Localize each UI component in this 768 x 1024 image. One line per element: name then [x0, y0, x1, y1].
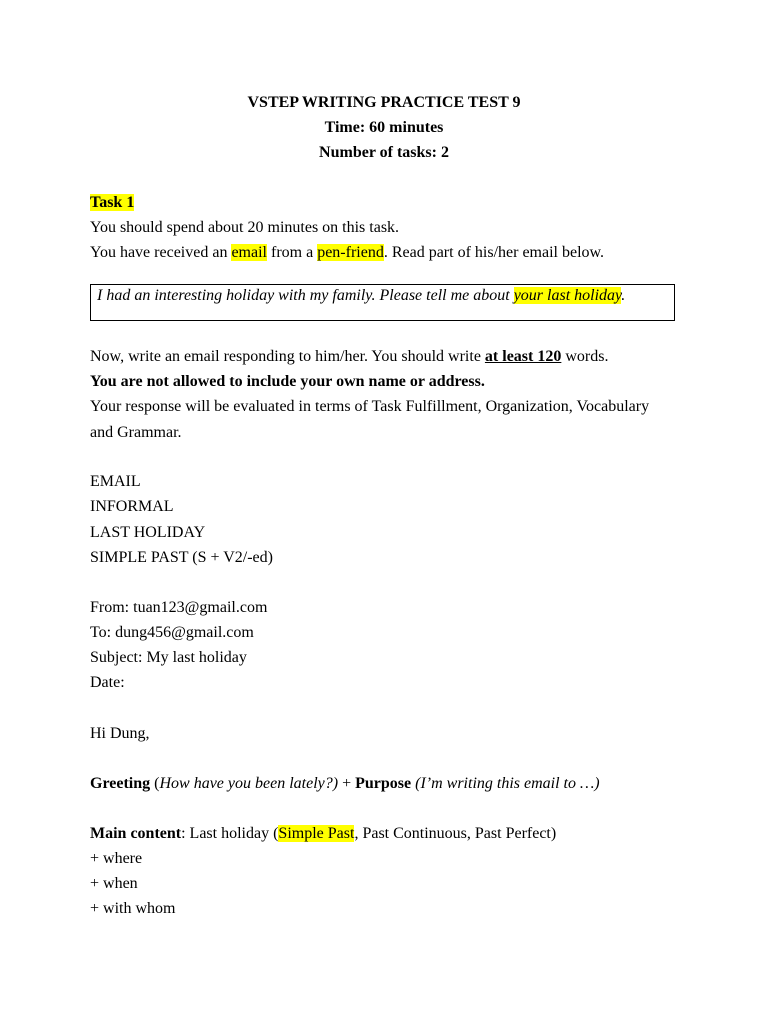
note-simple-past: SIMPLE PAST (S + V2/-ed) [90, 549, 273, 566]
task1-spend: You should spend about 20 minutes on this task. [90, 219, 400, 236]
email-subject: Subject: My last holiday [90, 649, 247, 666]
email-from: From: tuan123@gmail.com [90, 599, 268, 616]
task1-heading [90, 193, 134, 213]
list-item-with-whom: + with whom [90, 900, 176, 917]
note-last-holiday: LAST HOLIDAY [90, 524, 206, 541]
list-item-when: + when [90, 875, 138, 892]
word-count-requirement: at least 120 [484, 348, 562, 365]
main-content-label: Main content [90, 825, 182, 842]
task1-not-allowed: You are not allowed to include your own name or address. [90, 373, 485, 390]
email-excerpt-box [90, 284, 675, 321]
task1-received: You have received an email from a pen-friend. Read part of his/her email below. [90, 244, 605, 261]
task1-evaluation-1: Your response will be evaluated in terms of Task Fulfillment, Organization, Vocabulary [90, 398, 650, 415]
purpose-label: Purpose [355, 775, 412, 792]
main-content-line: Main content: Last holiday (Simple Past, Past Continuous, Past Perfect) [90, 825, 557, 842]
note-informal: INFORMAL [90, 498, 174, 515]
doc-title: VSTEP WRITING PRACTICE TEST 9 [247, 94, 521, 111]
list-item-where: + where [90, 850, 143, 867]
task1-instruction: Now, write an email responding to him/her. You should write at least 120 words. [90, 348, 609, 365]
penfriend-highlight: pen-friend [317, 244, 384, 261]
task1-evaluation-2: and Grammar. [90, 424, 182, 441]
salutation: Hi Dung, [90, 725, 150, 742]
email-highlight: email [231, 244, 267, 261]
greeting-label: Greeting [90, 775, 151, 792]
doc-task-count: Number of tasks: 2 [319, 144, 449, 161]
note-email: EMAIL [90, 473, 141, 490]
greeting-line: Greeting (How have you been lately?) + Purpose (I’m writing this email to …) [90, 775, 600, 792]
last-holiday-highlight: your last holiday [513, 287, 622, 304]
email-to: To: dung456@gmail.com [90, 624, 254, 641]
email-date: Date: [90, 674, 125, 691]
doc-time: Time: 60 minutes [324, 119, 444, 136]
email-excerpt-text: I had an interesting holiday with my family. Please tell me about your last holiday. [97, 287, 626, 304]
simple-past-highlight: Simple Past [278, 825, 355, 842]
task1-label: Task 1 [90, 194, 135, 211]
